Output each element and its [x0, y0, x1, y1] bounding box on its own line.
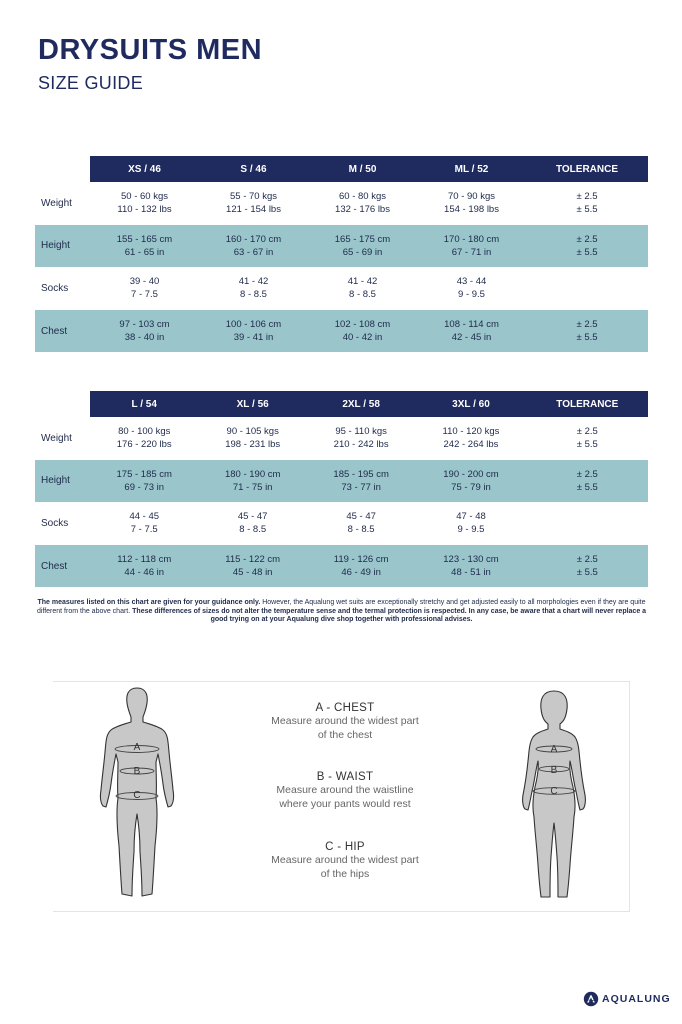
table-cell: 50 - 60 kgs: [90, 182, 199, 203]
table-cell: [526, 288, 648, 309]
column-header: ML / 52: [417, 156, 526, 182]
table-cell: [526, 267, 648, 288]
table-cell: 108 - 114 cm: [417, 310, 526, 331]
column-header: S / 46: [199, 156, 308, 182]
row-label-chest: Chest: [35, 310, 90, 353]
table-row: [35, 203, 648, 224]
table-cell: ± 5.5: [526, 331, 648, 352]
column-header: TOLERANCE: [527, 391, 648, 417]
measure-chest-heading: A - CHEST: [315, 702, 375, 714]
marker-b: B: [550, 765, 558, 776]
column-header: 2XL / 58: [307, 391, 415, 417]
table-cell: 198 - 231 lbs: [198, 438, 306, 459]
brand-logo: [583, 991, 671, 1007]
table-cell: 39 - 40: [90, 267, 199, 288]
table-cell: 123 - 130 cm: [415, 545, 526, 566]
marker-a: A: [550, 744, 558, 755]
row-label-socks: Socks: [35, 267, 90, 310]
measure-hip-line1: Measure around the widest part: [271, 854, 419, 866]
table-row: [35, 502, 648, 523]
table-cell: 48 - 51 in: [415, 566, 526, 587]
table-cell: 121 - 154 lbs: [199, 203, 308, 224]
table-cell: ± 2.5: [527, 417, 648, 438]
table-cell: 95 - 110 kgs: [307, 417, 415, 438]
table-cell: ± 5.5: [526, 203, 648, 224]
aqualung-logo-icon: [583, 991, 599, 1007]
table-row: [35, 331, 648, 352]
column-header: TOLERANCE: [526, 156, 648, 182]
marker-a: A: [133, 742, 141, 753]
table-cell: [527, 523, 648, 544]
table-cell: 176 - 220 lbs: [90, 438, 198, 459]
table-cell: ± 5.5: [527, 438, 648, 459]
male-body-figure: [98, 686, 176, 902]
table-cell: 155 - 165 cm: [90, 225, 199, 246]
measure-hip: [250, 841, 440, 881]
table-cell: 65 - 69 in: [308, 246, 417, 267]
measure-hip-heading: C - HIP: [325, 841, 365, 853]
row-label-weight: Weight: [35, 182, 90, 225]
table-cell: 42 - 45 in: [417, 331, 526, 352]
table-cell: ± 5.5: [527, 566, 648, 587]
table-row: [35, 246, 648, 267]
table-corner: [35, 156, 90, 182]
table-cell: 90 - 105 kgs: [198, 417, 306, 438]
measure-hip-line2: of the hips: [320, 868, 370, 880]
table-cell: 170 - 180 cm: [417, 225, 526, 246]
table-cell: 46 - 49 in: [307, 566, 415, 587]
table-cell: 180 - 190 cm: [198, 460, 306, 481]
measure-waist: [250, 771, 440, 811]
table-row: [35, 310, 648, 331]
table-cell: 160 - 170 cm: [199, 225, 308, 246]
table-cell: 175 - 185 cm: [90, 460, 198, 481]
table-cell: 9 - 9.5: [417, 288, 526, 309]
guidance-note: [35, 599, 648, 625]
table-cell: 73 - 77 in: [307, 481, 415, 502]
table-cell: ± 2.5: [527, 545, 648, 566]
marker-c: C: [550, 786, 558, 797]
page-title: DRYSUITS MEN: [38, 34, 263, 66]
column-header: L / 54: [90, 391, 198, 417]
table-cell: 44 - 45: [90, 502, 198, 523]
table-row: [35, 481, 648, 502]
marker-b: B: [133, 766, 141, 777]
note-bold-end: These differences of sizes do not alter the temperature sense and the termal protection is respected. In any case, be aware that a chart will never replace a good trying on at your Aqualung dive shop together with professional advises.: [130, 607, 647, 624]
measure-waist-heading: B - WAIST: [316, 771, 374, 783]
table-cell: 165 - 175 cm: [308, 225, 417, 246]
table-cell: 69 - 73 in: [90, 481, 198, 502]
measure-waist-line2: where your pants would rest: [279, 798, 411, 810]
row-label-height: Height: [35, 225, 90, 268]
female-body-figure: [515, 689, 593, 901]
row-label-socks: Socks: [35, 502, 90, 545]
row-label-height: Height: [35, 460, 90, 503]
table-cell: 8 - 8.5: [308, 288, 417, 309]
table-cell: 102 - 108 cm: [308, 310, 417, 331]
table-cell: 185 - 195 cm: [307, 460, 415, 481]
table-cell: 8 - 8.5: [198, 523, 306, 544]
table-cell: 63 - 67 in: [199, 246, 308, 267]
table-cell: 242 - 264 lbs: [415, 438, 526, 459]
row-label-chest: Chest: [35, 545, 90, 588]
column-header: XS / 46: [90, 156, 199, 182]
table-header-row: [35, 391, 648, 417]
table-row: [35, 566, 648, 587]
table-cell: 110 - 132 lbs: [90, 203, 199, 224]
table-cell: 115 - 122 cm: [198, 545, 306, 566]
table-cell: ± 2.5: [526, 182, 648, 203]
table-cell: 100 - 106 cm: [199, 310, 308, 331]
table-cell: 55 - 70 kgs: [199, 182, 308, 203]
table-cell: 60 - 80 kgs: [308, 182, 417, 203]
table-cell: 110 - 120 kgs: [415, 417, 526, 438]
table-cell: 7 - 7.5: [90, 523, 198, 544]
table-cell: 97 - 103 cm: [90, 310, 199, 331]
column-header: M / 50: [308, 156, 417, 182]
table-row: [35, 438, 648, 459]
table-cell: 70 - 90 kgs: [417, 182, 526, 203]
table-row: [35, 417, 648, 438]
table-row: [35, 460, 648, 481]
table-cell: 45 - 47: [307, 502, 415, 523]
table-corner: [35, 391, 90, 417]
table-cell: 43 - 44: [417, 267, 526, 288]
table-cell: 39 - 41 in: [199, 331, 308, 352]
table-cell: ± 5.5: [526, 246, 648, 267]
size-table-2: [35, 391, 648, 587]
table-cell: 38 - 40 in: [90, 331, 199, 352]
measure-chest: [250, 702, 440, 742]
table-cell: 132 - 176 lbs: [308, 203, 417, 224]
marker-c: C: [133, 790, 141, 801]
table-cell: 154 - 198 lbs: [417, 203, 526, 224]
table-cell: 80 - 100 kgs: [90, 417, 198, 438]
row-label-weight: Weight: [35, 417, 90, 460]
table-cell: 75 - 79 in: [415, 481, 526, 502]
brand-name: AQUALUNG: [602, 993, 671, 1005]
table-cell: 210 - 242 lbs: [307, 438, 415, 459]
table-cell: ± 2.5: [526, 225, 648, 246]
table-row: [35, 225, 648, 246]
measure-waist-line1: Measure around the waistline: [276, 784, 414, 796]
table-cell: ± 2.5: [527, 460, 648, 481]
note-regular: However, the Aqualung wet suits are exceptionally stretchy and get adjusted easily to all morphologies even if they are quite different from the above chart.: [36, 599, 646, 615]
table-cell: 71 - 75 in: [198, 481, 306, 502]
table-cell: 44 - 46 in: [90, 566, 198, 587]
column-header: XL / 56: [198, 391, 306, 417]
table-cell: ± 5.5: [527, 481, 648, 502]
table-cell: 8 - 8.5: [199, 288, 308, 309]
table-row: [35, 545, 648, 566]
table-cell: ± 2.5: [526, 310, 648, 331]
table-row: [35, 288, 648, 309]
table-cell: 45 - 47: [198, 502, 306, 523]
table-row: [35, 523, 648, 544]
table-cell: 9 - 9.5: [415, 523, 526, 544]
column-header: 3XL / 60: [415, 391, 526, 417]
table-cell: 7 - 7.5: [90, 288, 199, 309]
table-header-row: [35, 156, 648, 182]
measure-chest-line2: of the chest: [317, 729, 373, 741]
table-row: [35, 267, 648, 288]
table-cell: 119 - 126 cm: [307, 545, 415, 566]
size-table-1: [35, 156, 648, 352]
table-cell: 47 - 48: [415, 502, 526, 523]
table-row: [35, 182, 648, 203]
measure-chest-line1: Measure around the widest part: [271, 715, 419, 727]
table-cell: 8 - 8.5: [307, 523, 415, 544]
table-cell: 41 - 42: [199, 267, 308, 288]
table-cell: 41 - 42: [308, 267, 417, 288]
table-cell: 67 - 71 in: [417, 246, 526, 267]
table-cell: [527, 502, 648, 523]
table-cell: 61 - 65 in: [90, 246, 199, 267]
page-subtitle: SIZE GUIDE: [38, 73, 144, 93]
table-cell: 45 - 48 in: [198, 566, 306, 587]
note-bold-start: The measures listed on this chart are given for your guidance only.: [37, 599, 261, 606]
table-cell: 190 - 200 cm: [415, 460, 526, 481]
table-cell: 112 - 118 cm: [90, 545, 198, 566]
table-cell: 40 - 42 in: [308, 331, 417, 352]
